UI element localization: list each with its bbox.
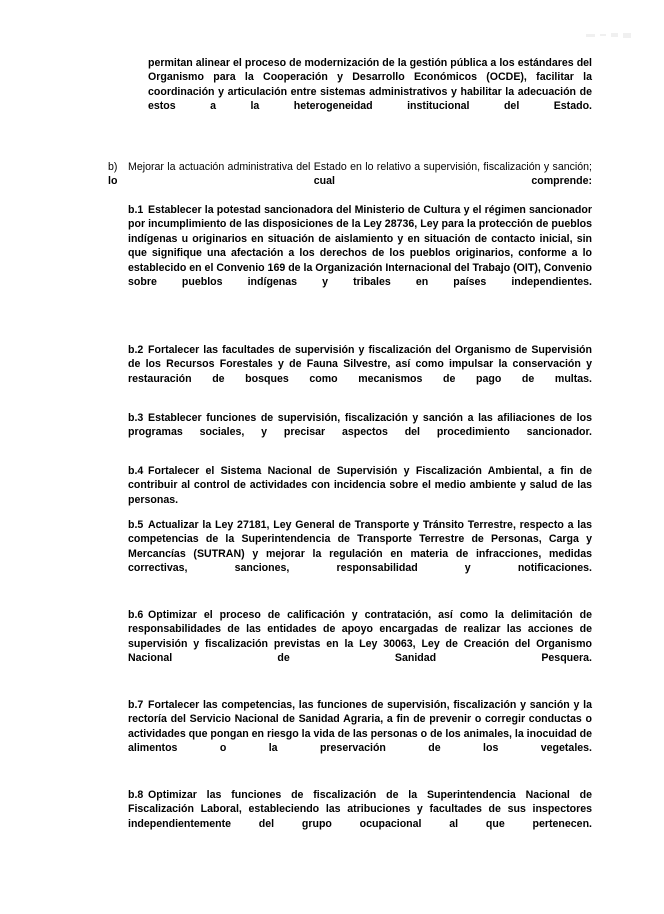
list-marker-b: b) (108, 161, 118, 173)
list-item-b5 (128, 518, 592, 590)
list-item-b3 (128, 411, 592, 454)
continuation-paragraph (148, 56, 592, 128)
list-marker-b7: b.7 (128, 699, 144, 711)
list-item-b1 (128, 203, 592, 304)
list-marker-b5: b.5 (128, 519, 144, 531)
list-item-b8 (128, 788, 592, 846)
list-item-b2 (128, 343, 592, 401)
list-item-b1-text: Establecer la potestad sancionadora del Ministerio de Cultura y el régimen sancionador por incumplimiento de las disposiciones de la Ley 28736, Ley para la protección de pueblos indígenas u originarios en situación de aislamiento y en situación de contacto inicial, sin que signifique una afectación a los derechos de los pueblos originarios, conforme a lo establecido en el Convenio 169 de la Organización Internacional del Trabajo (OIT), Convenio sobre pueblos indígenas y tribales en países independientes. (128, 204, 592, 289)
list-item-b (108, 160, 592, 203)
list-item-b6-text: Optimizar el proceso de calificación y contratación, así como la delimitación de responsabilidades de las entidades de apoyo encargadas de realizar las acciones de supervisión y fiscalización previstas en la Ley 30063, Ley de Creación del Organismo Nacional de Sanidad Pesquera. (128, 609, 592, 665)
list-item-b5-text: Actualizar la Ley 27181, Ley General de Transporte y Tránsito Terrestre, respecto a las competencias de la Superintendencia de Transporte Terrestre de Personas, Carga y Mercancías (SUTRAN) y mejorar la regulación en materia de infracciones, medidas correctivas, sanciones, responsabilidad y notificaciones. (128, 519, 592, 575)
list-marker-b8: b.8 (128, 789, 144, 801)
scan-artifact-marks (586, 30, 642, 40)
list-item-b6 (128, 608, 592, 680)
list-marker-b6: b.6 (128, 609, 144, 621)
list-marker-b4: b.4 (128, 465, 144, 477)
list-item-b8-text: Optimizar las funciones de fiscalización de la Superintendencia Nacional de Fiscalización Laboral, estableciendo las atribuciones y facultades de sus inspectores independientemente del grupo ocupacional al que pertenecen. (128, 789, 592, 830)
list-marker-b2: b.2 (128, 344, 144, 356)
list-marker-b1: b.1 (128, 204, 144, 216)
list-item-b7 (128, 698, 592, 770)
list-item-b-text-emphasis: lo cual comprende: (108, 175, 592, 188)
list-item-b4 (128, 464, 592, 522)
list-item-b-text-normal: Mejorar la actuación administrativa del Estado en lo relativo a supervisión, fiscalización y sanción; (128, 161, 592, 173)
continuation-paragraph-text: permitan alinear el proceso de modernización de la gestión pública a los estándares del Organismo para la Cooperación y Desarrollo Económicos (OCDE), facilitar la coordinación y articulación entre sistemas administrativos y habilitar la adecuación de estos a la heterogeneidad institucional del Estado. (148, 57, 592, 113)
list-item-b2-text: Fortalecer las facultades de supervisión y fiscalización del Organismo de Supervisión de los Recursos Forestales y de Fauna Silvestre, así como impulsar la conservación y restauración de bosques como mecanismos de pago de multas. (128, 344, 592, 385)
list-item-b-text (108, 161, 592, 202)
list-item-b4-text: Fortalecer el Sistema Nacional de Supervisión y Fiscalización Ambiental, a fin de contribuir al control de actividades con incidencia sobre el medio ambiente y salud de las personas. (128, 465, 592, 506)
list-item-b7-text: Fortalecer las competencias, las funciones de supervisión, fiscalización y sanción y la rectoría del Servicio Nacional de Sanidad Agraria, a fin de prevenir o corregir conductas o actividades que pongan en riesgo la vida de las personas o de los animales, la inocuidad de alimentos o la preservación de los vegetales. (128, 699, 592, 755)
list-item-b3-text: Establecer funciones de supervisión, fiscalización y sanción a las afiliaciones de los programas sociales, y precisar aspectos del procedimiento sancionador. (128, 412, 592, 439)
list-marker-b3: b.3 (128, 412, 144, 424)
